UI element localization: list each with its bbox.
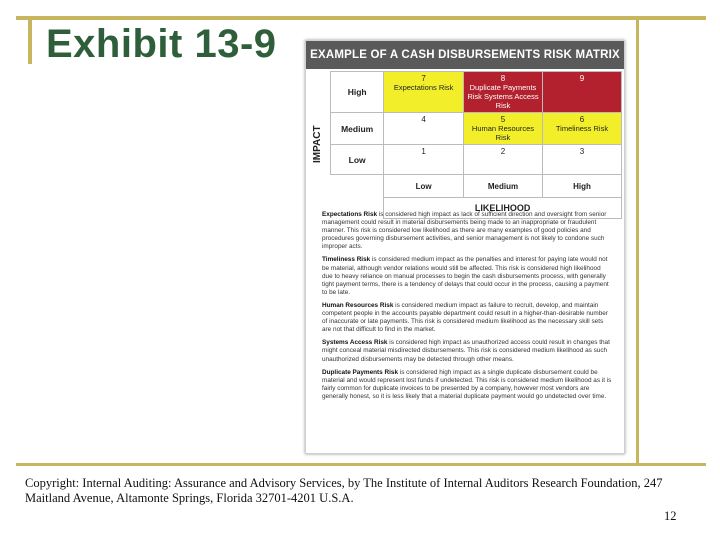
matrix-cell bbox=[384, 72, 464, 113]
risk-explanation: is considered medium impact as failure to recruit, develop, and maintain competent people in the accounts payable department could result in a higher-than-desirable number of inaccurate or late payments. This risk is considered medium likelihood as the necessary skill sets are not that difficult to find in the market. bbox=[322, 301, 608, 334]
likelihood-axis-label: LIKELIHOOD bbox=[384, 198, 622, 219]
matrix-table bbox=[330, 71, 622, 219]
matrix-cell bbox=[542, 72, 621, 113]
copyright-notice: Copyright: Internal Auditing: Assurance and Advisory Services, by The Institute of Internal Auditors Research Foundation, 247 Maitland Avenue, Altamonte Springs, Florida 32701-4201 U.S.A. bbox=[25, 476, 663, 505]
likelihood-labels-row bbox=[331, 175, 622, 198]
risk-description bbox=[322, 256, 612, 296]
likelihood-level-label: Low bbox=[384, 175, 464, 198]
risk-term: Timeliness Risk bbox=[322, 256, 371, 264]
cell-risk-label: Duplicate Payments Risk Systems Access Risk bbox=[467, 83, 539, 110]
matrix-cell bbox=[384, 145, 464, 175]
risk-descriptions bbox=[322, 211, 612, 406]
cell-score: 2 bbox=[500, 147, 506, 156]
risk-explanation: is considered medium impact as the penalties and interest for paying late would not be material, although vendor relations would still be affected. This risk is considered high likelihood due to heavy reliance on manual processes to begin the cash disbursements process, with generally tight payment terms, there is a tendency of delays that could occur in the process, causing a payment to be late. bbox=[322, 256, 609, 296]
matrix-heading: EXAMPLE OF A CASH DISBURSEMENTS RISK MATRIX bbox=[306, 41, 624, 69]
risk-term: Duplicate Payments Risk bbox=[322, 368, 399, 376]
cell-risk-label: Human Resources Risk bbox=[471, 124, 535, 142]
top-rule bbox=[16, 16, 706, 20]
cell-risk-label: Expectations Risk bbox=[393, 83, 454, 92]
matrix-cell bbox=[542, 113, 621, 145]
risk-term: Human Resources Risk bbox=[322, 301, 394, 309]
matrix-cell bbox=[463, 72, 542, 113]
page-number: 12 bbox=[664, 509, 677, 523]
impact-axis-label: IMPACT bbox=[312, 125, 323, 163]
matrix-row bbox=[331, 145, 622, 175]
slide-title: Exhibit 13-9 bbox=[46, 22, 277, 66]
cell-score: 5 bbox=[500, 115, 506, 124]
impact-level-label: Medium bbox=[331, 113, 384, 145]
cell-score: 7 bbox=[421, 74, 426, 83]
risk-explanation: is considered high impact as unauthorized access could result in changes that might conceal material misdirected disbursements. This risk is considered medium likelihood as such unauthorized disbursements may be detected through other means. bbox=[322, 339, 610, 363]
bottom-rule bbox=[16, 463, 706, 466]
risk-description bbox=[322, 211, 612, 251]
risk-term: Expectations Risk bbox=[322, 211, 378, 218]
risk-explanation: is considered high impact as a single duplicate disbursement could be material and would represent lost funds if undetected. This risk is considered medium likelihood as it is fairly common for duplicate invoices to be presented by a company, however most vendors are generally honest, so it is less likely that a material duplicate payment would go undetected over time. bbox=[322, 368, 612, 400]
cell-risk-label: Timeliness Risk bbox=[555, 124, 609, 133]
cell-score: 9 bbox=[579, 74, 585, 83]
matrix-row bbox=[331, 113, 622, 145]
risk-matrix-exhibit bbox=[305, 40, 625, 454]
matrix-cell bbox=[542, 145, 621, 175]
cell-score: 6 bbox=[579, 115, 585, 124]
matrix-row bbox=[331, 72, 622, 113]
likelihood-level-label: Medium bbox=[463, 175, 542, 198]
left-rule bbox=[28, 16, 32, 64]
impact-level-label: Low bbox=[331, 145, 384, 175]
impact-level-label: High bbox=[331, 72, 384, 113]
risk-explanation: is considered high impact as lack of sufficient direction and oversight from senior management could result in material disbursements being made to an inappropriate or fraudulent manner. This risk is considered low likelihood as there are many examples of good policies and procedures governing disbursement activities, and senior management is not likely to condone such improper acts. bbox=[322, 211, 607, 251]
likelihood-level-label: High bbox=[542, 175, 621, 198]
risk-term: Systems Access Risk bbox=[322, 339, 388, 347]
matrix-cell bbox=[463, 145, 542, 175]
right-rule bbox=[636, 20, 639, 465]
cell-score: 8 bbox=[500, 74, 506, 83]
cell-score: 3 bbox=[579, 147, 585, 156]
cell-score: 4 bbox=[421, 115, 426, 124]
cell-score: 1 bbox=[421, 147, 426, 156]
risk-description bbox=[322, 302, 612, 334]
risk-description bbox=[322, 369, 612, 401]
risk-description bbox=[322, 339, 612, 363]
matrix-cell bbox=[463, 113, 542, 145]
matrix-cell bbox=[384, 113, 464, 145]
